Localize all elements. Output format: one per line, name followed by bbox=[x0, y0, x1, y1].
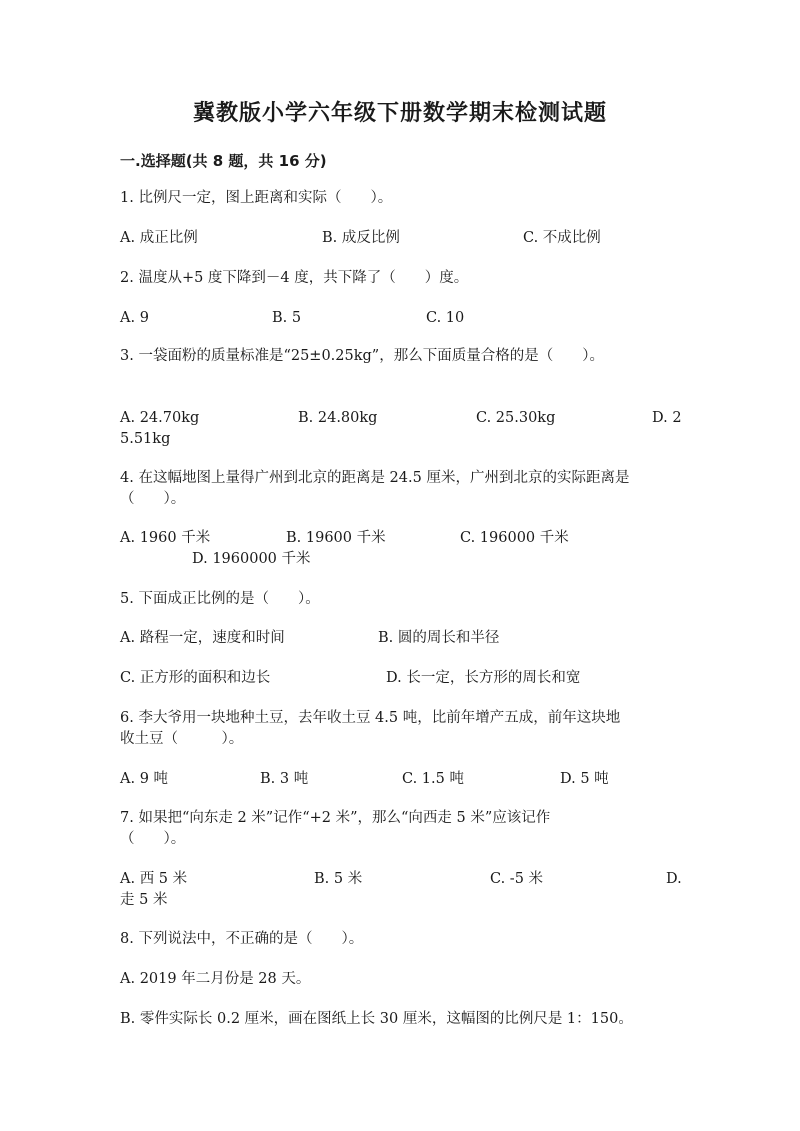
question-4-option-c: C. 196000 千米 bbox=[460, 530, 569, 546]
question-1-option-b: B. 成反比例 bbox=[322, 230, 400, 246]
question-2-option-a: A. 9 bbox=[120, 310, 149, 326]
question-4-option-d: D. 1960000 千米 bbox=[192, 551, 311, 567]
question-6-stem-line-1: 6. 李大爷用一块地种土豆，去年收土豆 4.5 吨，比前年增产五成，前年这块地 bbox=[120, 710, 621, 726]
question-8-stem: 8. 下列说法中，不正确的是（ ）。 bbox=[120, 931, 364, 947]
question-8-option-b: B. 零件实际长 0.2 厘米，画在图纸上长 30 厘米，这幅图的比例尺是 1：150。 bbox=[120, 1011, 633, 1027]
question-6-option-a: A. 9 吨 bbox=[120, 771, 169, 787]
question-3-option-d: D. 2 bbox=[652, 410, 682, 426]
question-6-option-b: B. 3 吨 bbox=[260, 771, 309, 787]
question-7-option-d-wrap: 走 5 米 bbox=[120, 892, 168, 908]
question-5-option-a: A. 路程一定，速度和时间 bbox=[120, 630, 285, 646]
question-6-option-c: C. 1.5 吨 bbox=[402, 771, 464, 787]
question-1-option-a: A. 成正比例 bbox=[120, 230, 198, 246]
question-6-stem-line-2: 收土豆（ ）。 bbox=[120, 731, 244, 747]
question-4-option-b: B. 19600 千米 bbox=[286, 530, 386, 546]
question-4-stem-line-1: 4. 在这幅地图上量得广州到北京的距离是 24.5 厘米，广州到北京的实际距离是 bbox=[120, 470, 630, 486]
question-2-option-c: C. 10 bbox=[426, 310, 465, 326]
section-heading: 一.选择题(共 8 题，共 16 分) bbox=[120, 152, 327, 170]
question-3-stem: 3. 一袋面粉的质量标准是“25±0.25kg”，那么下面质量合格的是（ ）。 bbox=[120, 348, 604, 364]
question-4-option-a: A. 1960 千米 bbox=[120, 530, 211, 546]
question-5-stem: 5. 下面成正比例的是（ ）。 bbox=[120, 591, 320, 607]
question-5-option-d: D. 长一定，长方形的周长和宽 bbox=[386, 670, 581, 686]
question-3-option-d-wrap: 5.51kg bbox=[120, 431, 171, 447]
question-3-option-a: A. 24.70kg bbox=[120, 410, 200, 426]
question-5-option-b: B. 圆的周长和半径 bbox=[378, 630, 500, 646]
question-3-option-b: B. 24.80kg bbox=[298, 410, 378, 426]
question-2-stem: 2. 温度从+5 度下降到－4 度，共下降了（ ）度。 bbox=[120, 270, 469, 286]
question-6-option-d: D. 5 吨 bbox=[560, 771, 609, 787]
question-7-stem-line-1: 7. 如果把“向东走 2 米”记作“+2 米”，那么“向西走 5 米”应该记作 bbox=[120, 810, 551, 826]
page-title: 冀教版小学六年级下册数学期末检测试题 bbox=[192, 101, 607, 126]
question-7-option-a: A. 西 5 米 bbox=[120, 871, 188, 887]
question-1-option-c: C. 不成比例 bbox=[523, 230, 601, 246]
question-1-stem: 1. 比例尺一定，图上距离和实际（ ）。 bbox=[120, 190, 393, 206]
question-7-stem-line-2: （ ）。 bbox=[120, 831, 186, 847]
question-3-option-c: C. 25.30kg bbox=[476, 410, 556, 426]
question-8-option-a: A. 2019 年二月份是 28 天。 bbox=[120, 971, 311, 987]
question-5-option-c: C. 正方形的面积和边长 bbox=[120, 670, 271, 686]
question-7-option-c: C. -5 米 bbox=[490, 871, 544, 887]
question-7-option-d: D. bbox=[666, 871, 682, 887]
question-2-option-b: B. 5 bbox=[272, 310, 302, 326]
question-4-stem-line-2: （ ）。 bbox=[120, 491, 186, 507]
question-7-option-b: B. 5 米 bbox=[314, 871, 363, 887]
